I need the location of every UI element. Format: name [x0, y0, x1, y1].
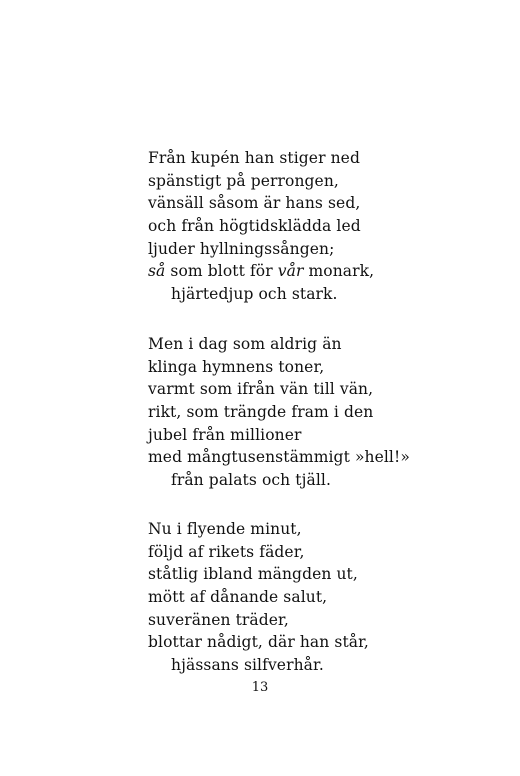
poem-line: vänsäll såsom är hans sed, [148, 194, 361, 213]
stanza-3 [148, 518, 488, 677]
poem-line: rikt, som trängde fram i den [148, 403, 374, 422]
poem-line-refrain: hjässans silfverhår. [171, 656, 324, 675]
poem-line: varmt som ifrån vän till vän, [148, 380, 374, 399]
poem-line: Nu i flyende minut, [148, 520, 302, 538]
poem-line: följd af rikets fäder, [148, 542, 305, 561]
poem-line-refrain: hjärtedjup och stark. [171, 285, 338, 304]
emphasized-word: så [148, 262, 166, 281]
stanza-2 [148, 333, 488, 492]
line-segment: monark, [303, 262, 375, 281]
line-segment: som blott för [165, 262, 278, 281]
poem-line: ståtlig ibland mängden ut, [148, 565, 358, 584]
poem-line [148, 260, 488, 283]
page-number: 13 [251, 680, 269, 695]
poem-line: mött af dånande salut, [148, 588, 328, 607]
poem-line: ljuder hyllningssången; [148, 239, 335, 258]
poem-line: suveränen träder, [148, 610, 289, 629]
poem-line: Men i dag som aldrig än [148, 335, 342, 353]
poem-line: Från kupén han stiger ned [148, 149, 360, 167]
poem-line-refrain: från palats och tjäll. [171, 471, 332, 490]
emphasized-word: vår [277, 262, 304, 281]
poem-line: klinga hymnens toner, [148, 357, 325, 376]
stanza-1 [148, 147, 488, 306]
poem-line: spänstigt på perrongen, [148, 171, 339, 190]
poem-line: blottar nådigt, där han står, [148, 633, 369, 652]
poem-line: med mångtusenstämmigt »hell!» [148, 448, 410, 467]
poem-line: och från högtidsklädda led [148, 217, 361, 236]
poem-line: jubel från millioner [148, 425, 302, 444]
